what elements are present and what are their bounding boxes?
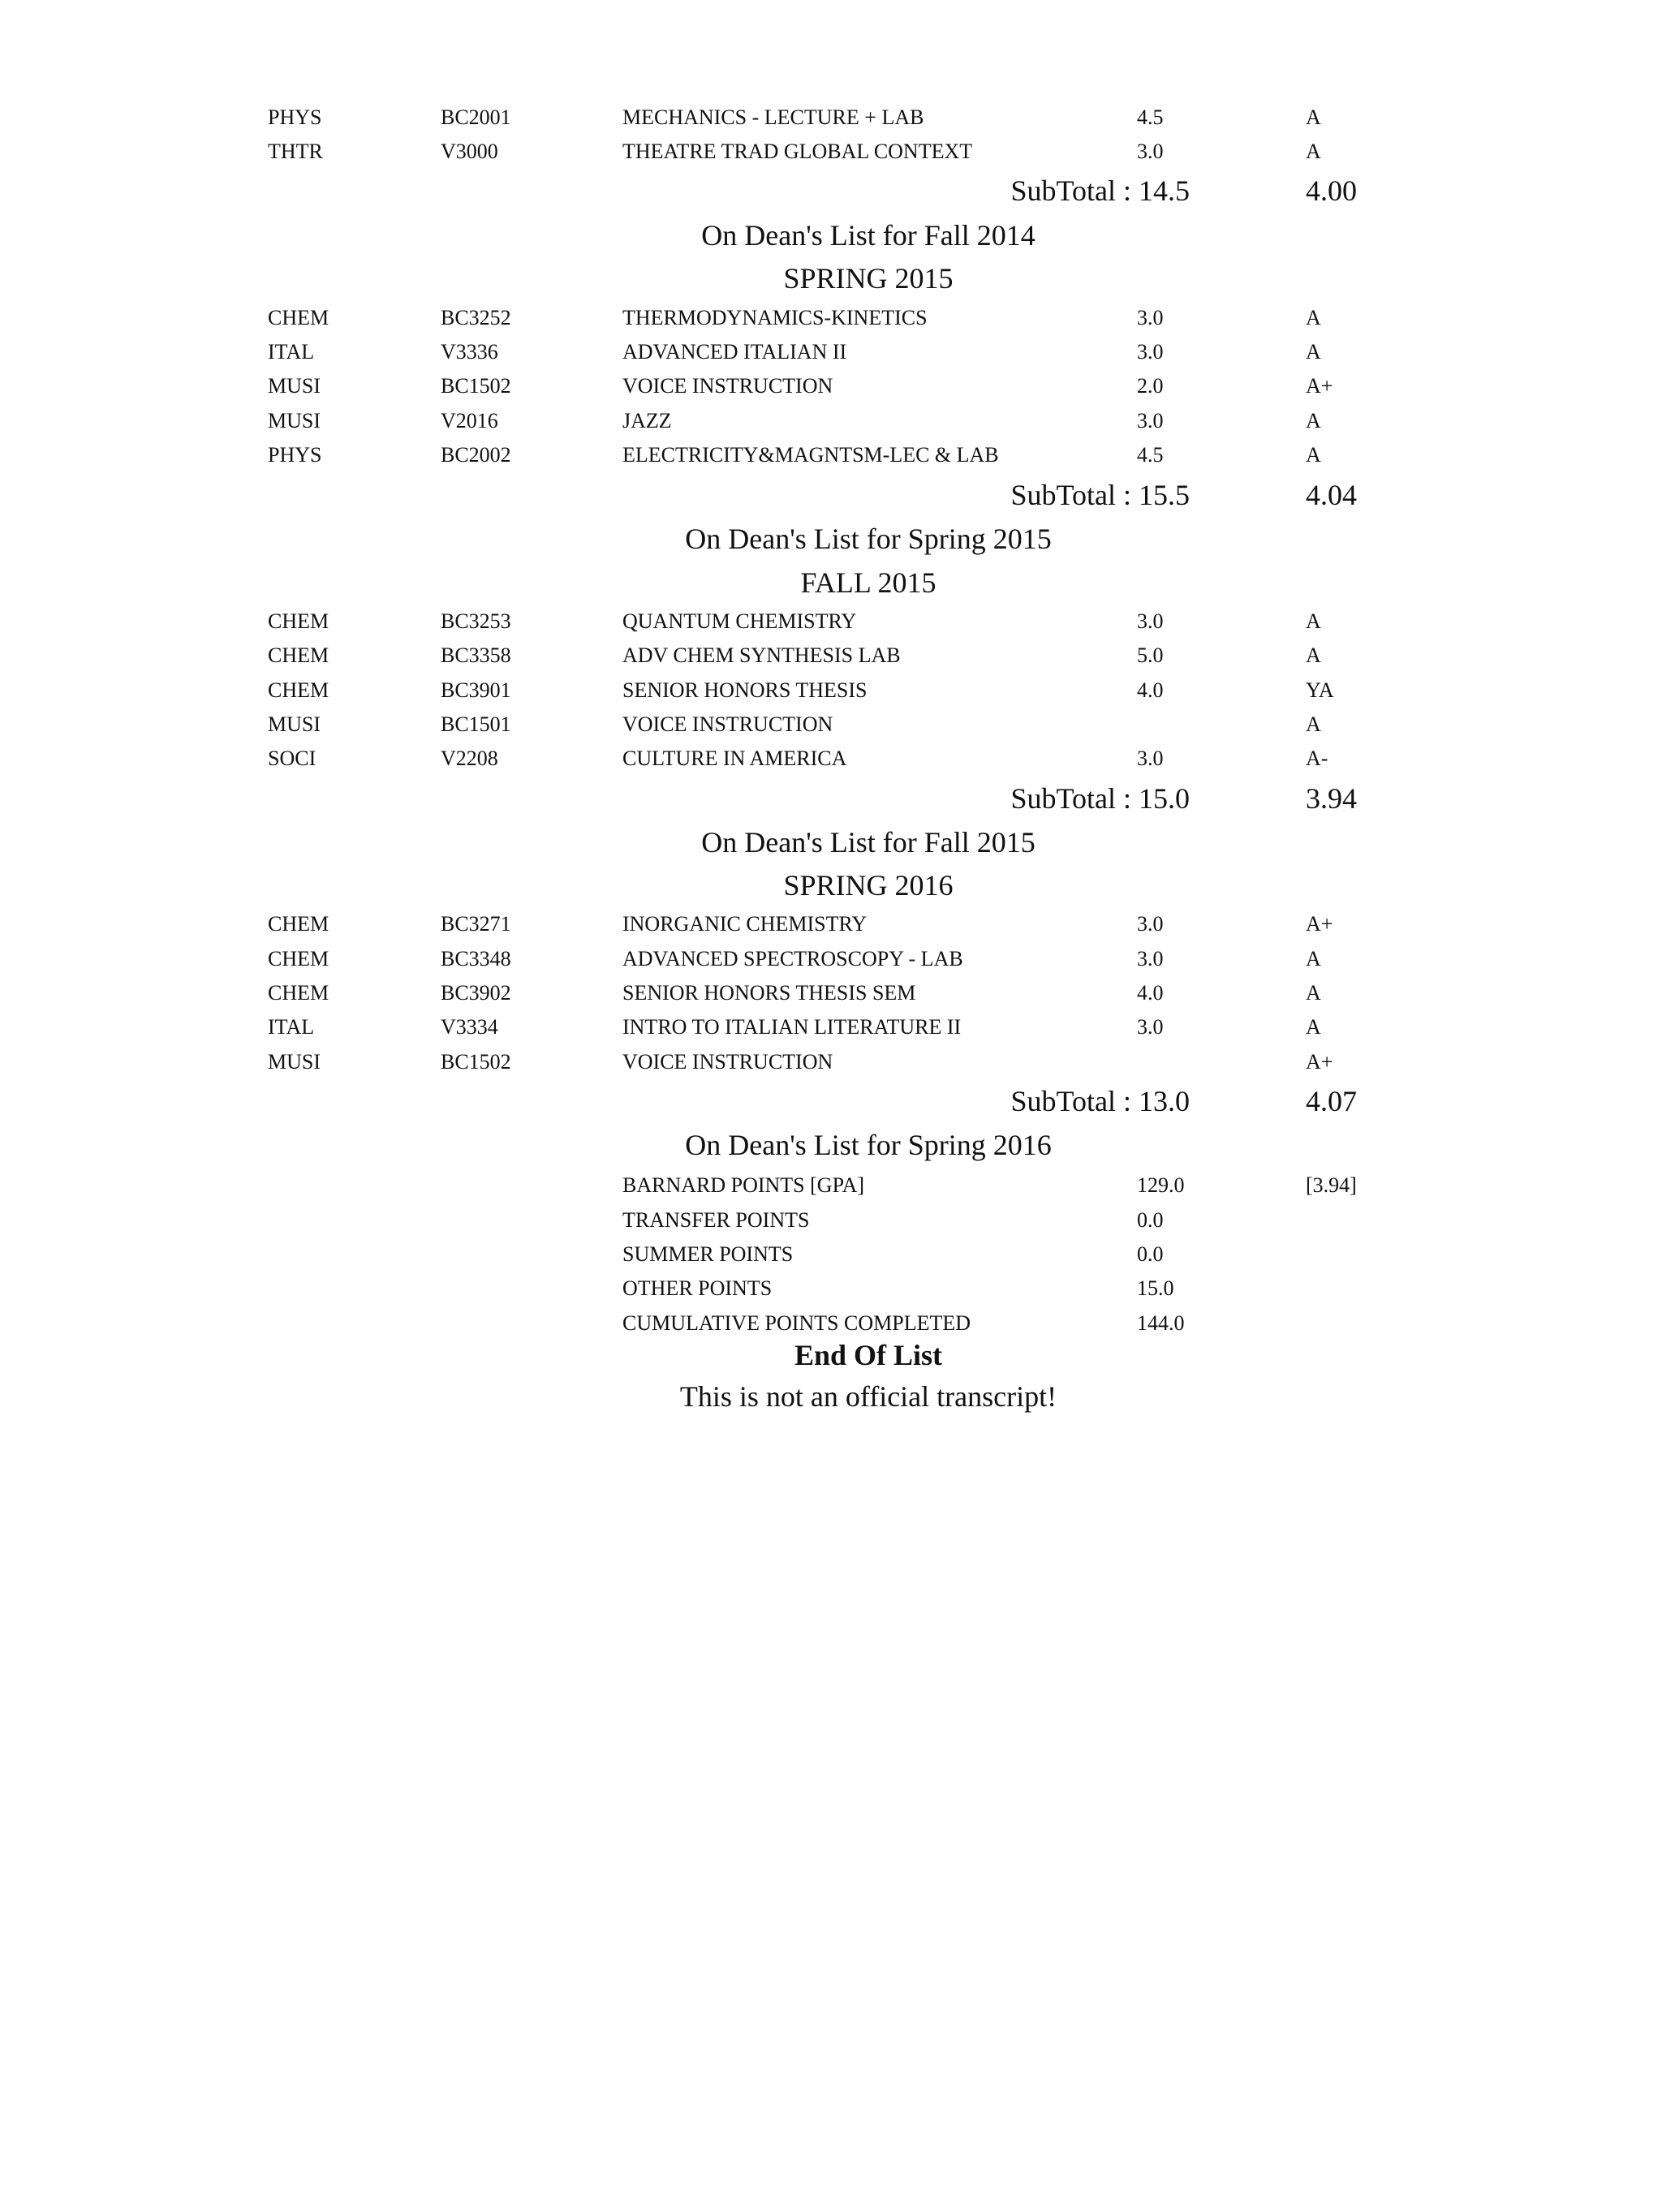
course-points: 3.0 [1137, 409, 1164, 433]
course-dept: ITAL [268, 340, 315, 364]
deans-list-note: On Dean's List for Spring 2015 [685, 523, 1052, 555]
course-dept: MUSI [268, 409, 321, 433]
course-grade: A+ [1306, 1050, 1333, 1074]
course-number: BC3252 [441, 306, 511, 329]
course-dept: CHEM [268, 678, 329, 702]
subtotal-gpa: 4.07 [1306, 1085, 1357, 1117]
course-points: 5.0 [1137, 643, 1164, 667]
course-grade: A [1306, 443, 1321, 467]
course-title: JAZZ [622, 409, 672, 433]
course-dept: MUSI [268, 374, 321, 398]
course-row [0, 910, 1662, 939]
course-dept: CHEM [268, 912, 329, 936]
course-points: 4.5 [1137, 443, 1164, 467]
deans-list-note: On Dean's List for Spring 2016 [685, 1129, 1052, 1161]
summary-row [0, 1240, 1662, 1269]
course-points: 3.0 [1137, 1015, 1164, 1039]
course-grade: A [1306, 409, 1321, 433]
course-title: ADV CHEM SYNTHESIS LAB [622, 643, 901, 667]
summary-row [0, 1171, 1662, 1200]
course-dept: CHEM [268, 306, 329, 329]
course-dept: THTR [268, 140, 323, 163]
summary-label: TRANSFER POINTS [622, 1208, 810, 1232]
subtotal-label: SubTotal : 14.5 [1010, 174, 1190, 207]
term-heading: SPRING 2016 [783, 869, 954, 902]
course-dept: CHEM [268, 609, 329, 633]
course-title: SENIOR HONORS THESIS SEM [622, 981, 916, 1005]
course-dept: PHYS [268, 105, 322, 129]
course-number: BC3253 [441, 609, 511, 633]
course-title: INTRO TO ITALIAN LITERATURE II [622, 1015, 962, 1039]
summary-value: 0.0 [1137, 1208, 1164, 1232]
course-number: V3000 [441, 140, 498, 163]
course-row [0, 607, 1662, 636]
course-points: 3.0 [1137, 306, 1164, 329]
course-row [0, 979, 1662, 1008]
course-row [0, 676, 1662, 705]
subtotal-gpa: 4.00 [1306, 174, 1357, 207]
course-dept: MUSI [268, 712, 321, 736]
course-number: BC1501 [441, 712, 511, 736]
course-number: BC2001 [441, 105, 511, 129]
course-row [0, 103, 1662, 132]
course-grade: A [1306, 609, 1321, 633]
course-dept: ITAL [268, 1015, 315, 1039]
course-grade: A [1306, 306, 1321, 329]
course-number: BC3358 [441, 643, 511, 667]
course-title: INORGANIC CHEMISTRY [622, 912, 868, 936]
course-title: THEATRE TRAD GLOBAL CONTEXT [622, 140, 973, 163]
course-dept: CHEM [268, 981, 329, 1005]
summary-gpa: [3.94] [1306, 1173, 1357, 1197]
subtotal-row [0, 170, 1662, 211]
summary-row [0, 1309, 1662, 1338]
course-dept: SOCI [268, 747, 316, 770]
deans-list-note: On Dean's List for Fall 2015 [701, 826, 1036, 859]
course-grade: A+ [1306, 374, 1333, 398]
course-row [0, 338, 1662, 367]
summary-value: 129.0 [1137, 1173, 1185, 1197]
course-number: BC1502 [441, 1050, 511, 1074]
course-grade: A [1306, 712, 1321, 736]
course-points: 3.0 [1137, 609, 1164, 633]
course-number: V3334 [441, 1015, 498, 1039]
subtotal-label: SubTotal : 15.5 [1010, 479, 1190, 511]
course-grade: A- [1306, 747, 1328, 770]
course-number: BC3348 [441, 947, 511, 970]
course-row [0, 372, 1662, 401]
course-row [0, 945, 1662, 974]
course-points: 3.0 [1137, 947, 1164, 970]
course-grade: A+ [1306, 912, 1333, 936]
course-dept: CHEM [268, 947, 329, 970]
course-number: V3336 [441, 340, 498, 364]
summary-value: 144.0 [1137, 1311, 1185, 1335]
subtotal-row [0, 778, 1662, 819]
course-row [0, 710, 1662, 739]
summary-row [0, 1206, 1662, 1235]
summary-label: SUMMER POINTS [622, 1242, 794, 1266]
course-points: 3.0 [1137, 340, 1164, 364]
course-title: ELECTRICITY&MAGNTSM-LEC & LAB [622, 443, 999, 467]
course-title: ADVANCED SPECTROSCOPY - LAB [622, 947, 963, 970]
course-number: BC3902 [441, 981, 511, 1005]
course-grade: A [1306, 643, 1321, 667]
course-number: V2208 [441, 747, 498, 770]
course-points: 3.0 [1137, 747, 1164, 770]
term-heading: FALL 2015 [800, 566, 936, 599]
course-row [0, 441, 1662, 470]
subtotal-gpa: 4.04 [1306, 479, 1357, 511]
course-dept: PHYS [268, 443, 322, 467]
course-row [0, 641, 1662, 670]
summary-label: OTHER POINTS [622, 1276, 773, 1300]
course-row [0, 1013, 1662, 1042]
disclaimer: This is not an official transcript! [679, 1380, 1057, 1413]
course-grade: A [1306, 140, 1321, 163]
course-title: CULTURE IN AMERICA [622, 747, 847, 770]
course-row [0, 407, 1662, 436]
course-number: BC3271 [441, 912, 511, 936]
course-dept: CHEM [268, 643, 329, 667]
course-title: VOICE INSTRUCTION [622, 374, 833, 398]
course-grade: A [1306, 105, 1321, 129]
course-row [0, 137, 1662, 166]
subtotal-row [0, 1081, 1662, 1121]
summary-row [0, 1274, 1662, 1303]
subtotal-label: SubTotal : 15.0 [1010, 782, 1190, 815]
course-number: V2016 [441, 409, 498, 433]
course-grade: A [1306, 947, 1321, 970]
course-grade: A [1306, 1015, 1321, 1039]
course-grade: YA [1306, 678, 1334, 702]
course-title: MECHANICS - LECTURE + LAB [622, 105, 924, 129]
summary-label: CUMULATIVE POINTS COMPLETED [622, 1311, 971, 1335]
course-points: 3.0 [1137, 912, 1164, 936]
summary-label: BARNARD POINTS [GPA] [622, 1173, 865, 1197]
deans-list-note: On Dean's List for Fall 2014 [701, 219, 1036, 252]
course-title: VOICE INSTRUCTION [622, 712, 833, 736]
course-grade: A [1306, 981, 1321, 1005]
course-grade: A [1306, 340, 1321, 364]
course-title: VOICE INSTRUCTION [622, 1050, 833, 1074]
term-heading: SPRING 2015 [783, 262, 954, 295]
course-points: 4.0 [1137, 678, 1164, 702]
course-title: QUANTUM CHEMISTRY [622, 609, 857, 633]
subtotal-label: SubTotal : 13.0 [1010, 1085, 1190, 1117]
course-row [0, 1048, 1662, 1077]
course-points: 2.0 [1137, 374, 1164, 398]
course-title: ADVANCED ITALIAN II [622, 340, 847, 364]
summary-value: 0.0 [1137, 1242, 1164, 1266]
subtotal-gpa: 3.94 [1306, 782, 1357, 815]
subtotal-row [0, 475, 1662, 515]
course-title: THERMODYNAMICS-KINETICS [622, 306, 928, 329]
course-number: BC2002 [441, 443, 511, 467]
course-number: BC1502 [441, 374, 511, 398]
course-row [0, 744, 1662, 773]
course-number: BC3901 [441, 678, 511, 702]
course-dept: MUSI [268, 1050, 321, 1074]
summary-value: 15.0 [1137, 1276, 1174, 1300]
course-points: 4.0 [1137, 981, 1164, 1005]
course-points: 3.0 [1137, 140, 1164, 163]
course-points: 4.5 [1137, 105, 1164, 129]
course-title: SENIOR HONORS THESIS [622, 678, 868, 702]
end-of-list: End Of List [794, 1339, 943, 1371]
course-row [0, 303, 1662, 333]
